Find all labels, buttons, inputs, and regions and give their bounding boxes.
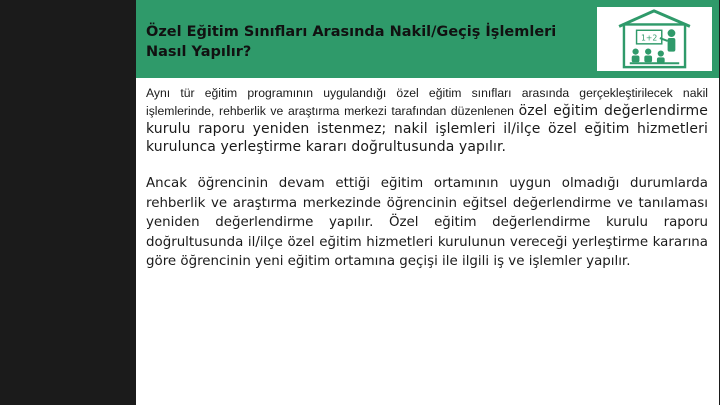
paragraph-1-part-b: özel eğitim değerlendirme kurulu raporu yeniden istenmez; nakil işlemleri il/ilçe özel eğitim hizmetleri kurulunca yerleştirme kararı doğrultusunda yapılır. — [146, 103, 708, 155]
paragraph-1 — [146, 84, 708, 156]
slide — [136, 0, 719, 405]
header-band — [136, 0, 719, 78]
slide-title: Özel Eğitim Sınıfları Arasında Nakil/Geçiş İşlemleri Nasıl Yapılır? — [146, 24, 557, 60]
logo — [596, 6, 713, 72]
classroom-house-icon — [597, 7, 712, 71]
slide-body — [146, 84, 708, 272]
board-text: 1+2 — [640, 33, 658, 43]
paragraph-2: Ancak öğrencinin devam ettiği eğitim ortamının uygun olmadığı durumlarda rehberlik ve araştırma merkezinde öğrencinin eğitsel değerlendirme ve tanılaması yeniden değerlendirme yapılır. Özel eğitim değerlendirme kurulu raporu doğrultusunda il/ilçe özel eğitim hizmetleri kurulunun vereceği yerleştirme kararına göre öğrencinin yeni eğitim ortamına geçişi ile ilgili iş ve işlemler yapılır. — [146, 176, 708, 269]
paragraph-1-part-a: Aynı tür eğitim programının uygulandığı özel eğitim sınıfları arasında gerçekleştirilecek nakil işlemlerinde, rehberlik ve araştırma merkezi tarafından düzenlenen — [146, 86, 708, 118]
